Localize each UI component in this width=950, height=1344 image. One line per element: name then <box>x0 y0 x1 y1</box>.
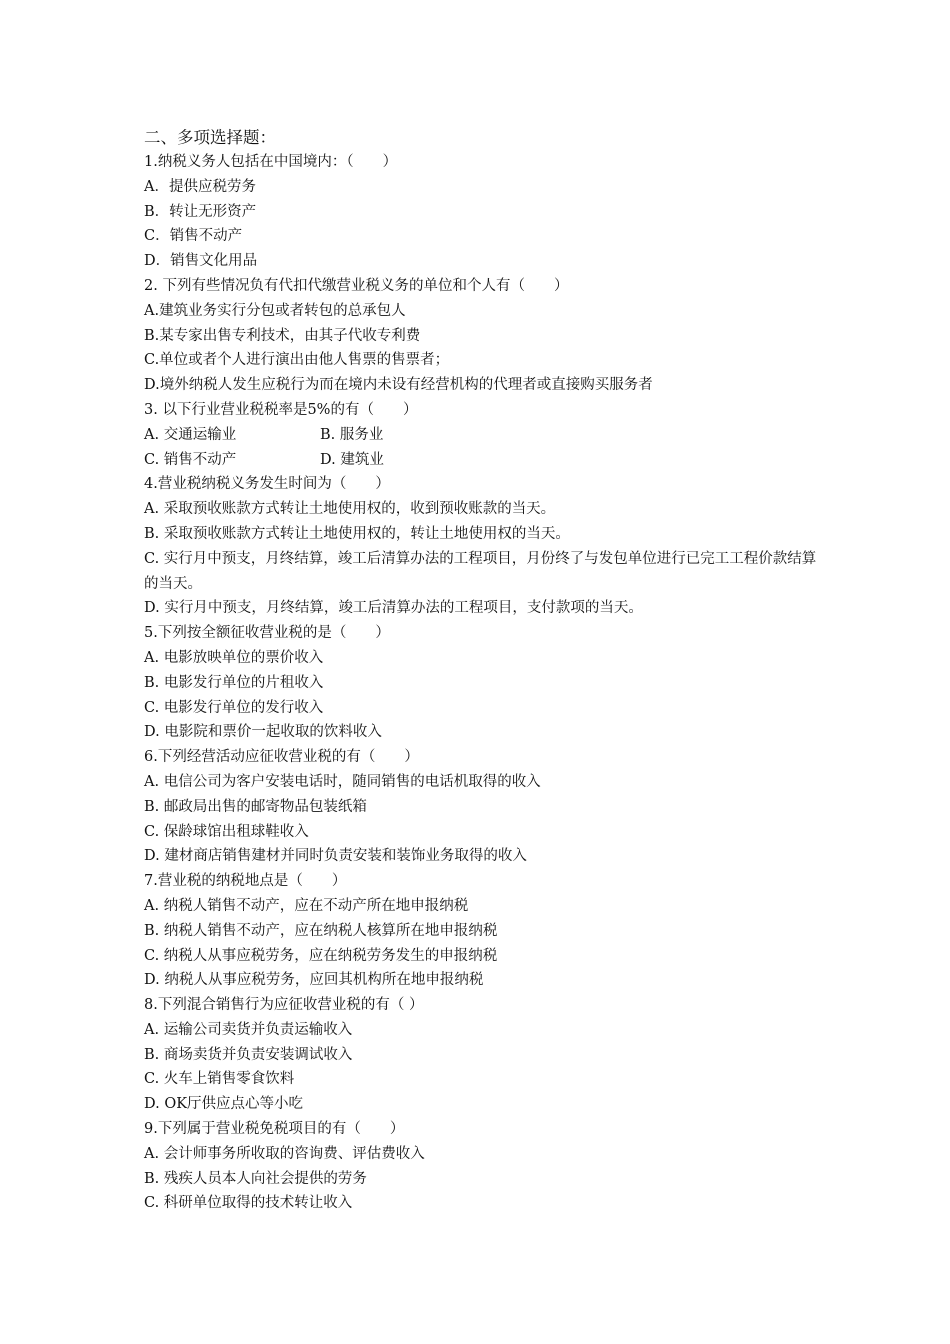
question-stem: 8.下列混合销售行为应征收营业税的有（ ） <box>144 997 424 1014</box>
question-8 <box>144 993 824 1117</box>
question-1 <box>144 150 824 274</box>
option-d: D．销售文化用品 <box>144 253 258 270</box>
option-c: C. 保龄球馆出租球鞋收入 <box>144 823 309 840</box>
question-4 <box>144 472 824 621</box>
question-stem: 6.下列经营活动应征收营业税的有（ ） <box>144 749 419 766</box>
option-b: B. 电影发行单位的片租收入 <box>144 674 324 691</box>
question-stem: 9.下列属于营业税免税项目的有（ ） <box>144 1121 405 1138</box>
option-a: A. 纳税人销售不动产，应在不动产所在地申报纳税 <box>144 897 469 914</box>
option-d: D. 电影院和票价一起收取的饮料收入 <box>144 724 382 741</box>
option-a: A. 电信公司为客户安装电话时，随同销售的电话机取得的收入 <box>144 773 541 790</box>
option-a: A. 交通运输业 <box>144 426 237 443</box>
option-b: B.某专家出售专利技术，由其子代收专利费 <box>144 327 421 344</box>
option-a: A.建筑业务实行分包或者转包的总承包人 <box>144 302 406 319</box>
question-2 <box>144 274 824 398</box>
question-6 <box>144 745 824 869</box>
option-b: B. 商场卖货并负责安装调试收入 <box>144 1046 353 1063</box>
question-7 <box>144 869 824 993</box>
question-5 <box>144 621 824 745</box>
option-d: D. 纳税人从事应税劳务，应回其机构所在地申报纳税 <box>144 972 484 989</box>
option-c: C. 纳税人从事应税劳务，应在纳税劳务发生的申报纳税 <box>144 947 498 964</box>
option-c: C. 实行月中预支，月终结算，竣工后清算办法的工程项目，月份终了与发包单位进行已完工工程价款结算的当天。 <box>144 550 817 592</box>
option-c: C．销售不动产 <box>144 228 243 245</box>
option-row <box>144 423 824 448</box>
question-stem: 7.营业税的纳税地点是（ ） <box>144 873 347 890</box>
option-d: D. 建材商店销售建材并同时负责安装和装饰业务取得的收入 <box>144 848 527 865</box>
option-row <box>144 448 824 473</box>
option-d: D. 建筑业 <box>320 451 384 468</box>
option-d: D. OK厅供应点心等小吃 <box>144 1096 304 1113</box>
question-stem: 1.纳税义务人包括在中国境内：（ ） <box>144 154 398 170</box>
option-d: D.境外纳税人发生应税行为而在境内未设有经营机构的代理者或直接购买服务者 <box>144 377 653 394</box>
option-a: A. 运输公司卖货并负责运输收入 <box>144 1021 353 1038</box>
option-b: B．转让无形资产 <box>144 203 257 220</box>
option-a: A. 会计师事务所收取的咨询费、评估费收入 <box>144 1145 425 1162</box>
option-b: B. 服务业 <box>320 426 384 443</box>
question-stem: 2. 下列有些情况负有代扣代缴营业税义务的单位和个人有（ ） <box>144 277 569 294</box>
question-stem: 3. 以下行业营业税税率是5%的有（ ） <box>144 401 418 418</box>
option-b: B. 纳税人销售不动产，应在纳税人核算所在地申报纳税 <box>144 922 498 939</box>
option-c: C.单位或者个人进行演出由他人售票的售票者； <box>144 352 450 369</box>
option-c: C. 科研单位取得的技术转让收入 <box>144 1195 353 1212</box>
document-page <box>144 126 824 1216</box>
option-b: B. 残疾人员本人向社会提供的劳务 <box>144 1170 367 1187</box>
question-3 <box>144 398 824 472</box>
option-c: C. 销售不动产 <box>144 451 237 468</box>
option-b: B. 采取预收账款方式转让土地使用权的，转让土地使用权的当天。 <box>144 525 570 542</box>
option-a: A. 电影放映单位的票价收入 <box>144 649 324 666</box>
section-title: 二、多项选择题： <box>144 128 276 147</box>
option-a: A. 采取预收账款方式转让土地使用权的，收到预收账款的当天。 <box>144 501 556 518</box>
option-b: B. 邮政局出售的邮寄物品包装纸箱 <box>144 798 367 815</box>
option-c: C. 电影发行单位的发行收入 <box>144 699 324 716</box>
option-c: C. 火车上销售零食饮料 <box>144 1071 295 1088</box>
question-stem: 5.下列按全额征收营业税的是（ ） <box>144 625 390 642</box>
option-d: D. 实行月中预支，月终结算，竣工后清算办法的工程项目，支付款项的当天。 <box>144 600 643 617</box>
question-9 <box>144 1117 824 1216</box>
option-a: A．提供应税劳务 <box>144 178 256 195</box>
question-stem: 4.营业税纳税义务发生时间为（ ） <box>144 476 390 493</box>
